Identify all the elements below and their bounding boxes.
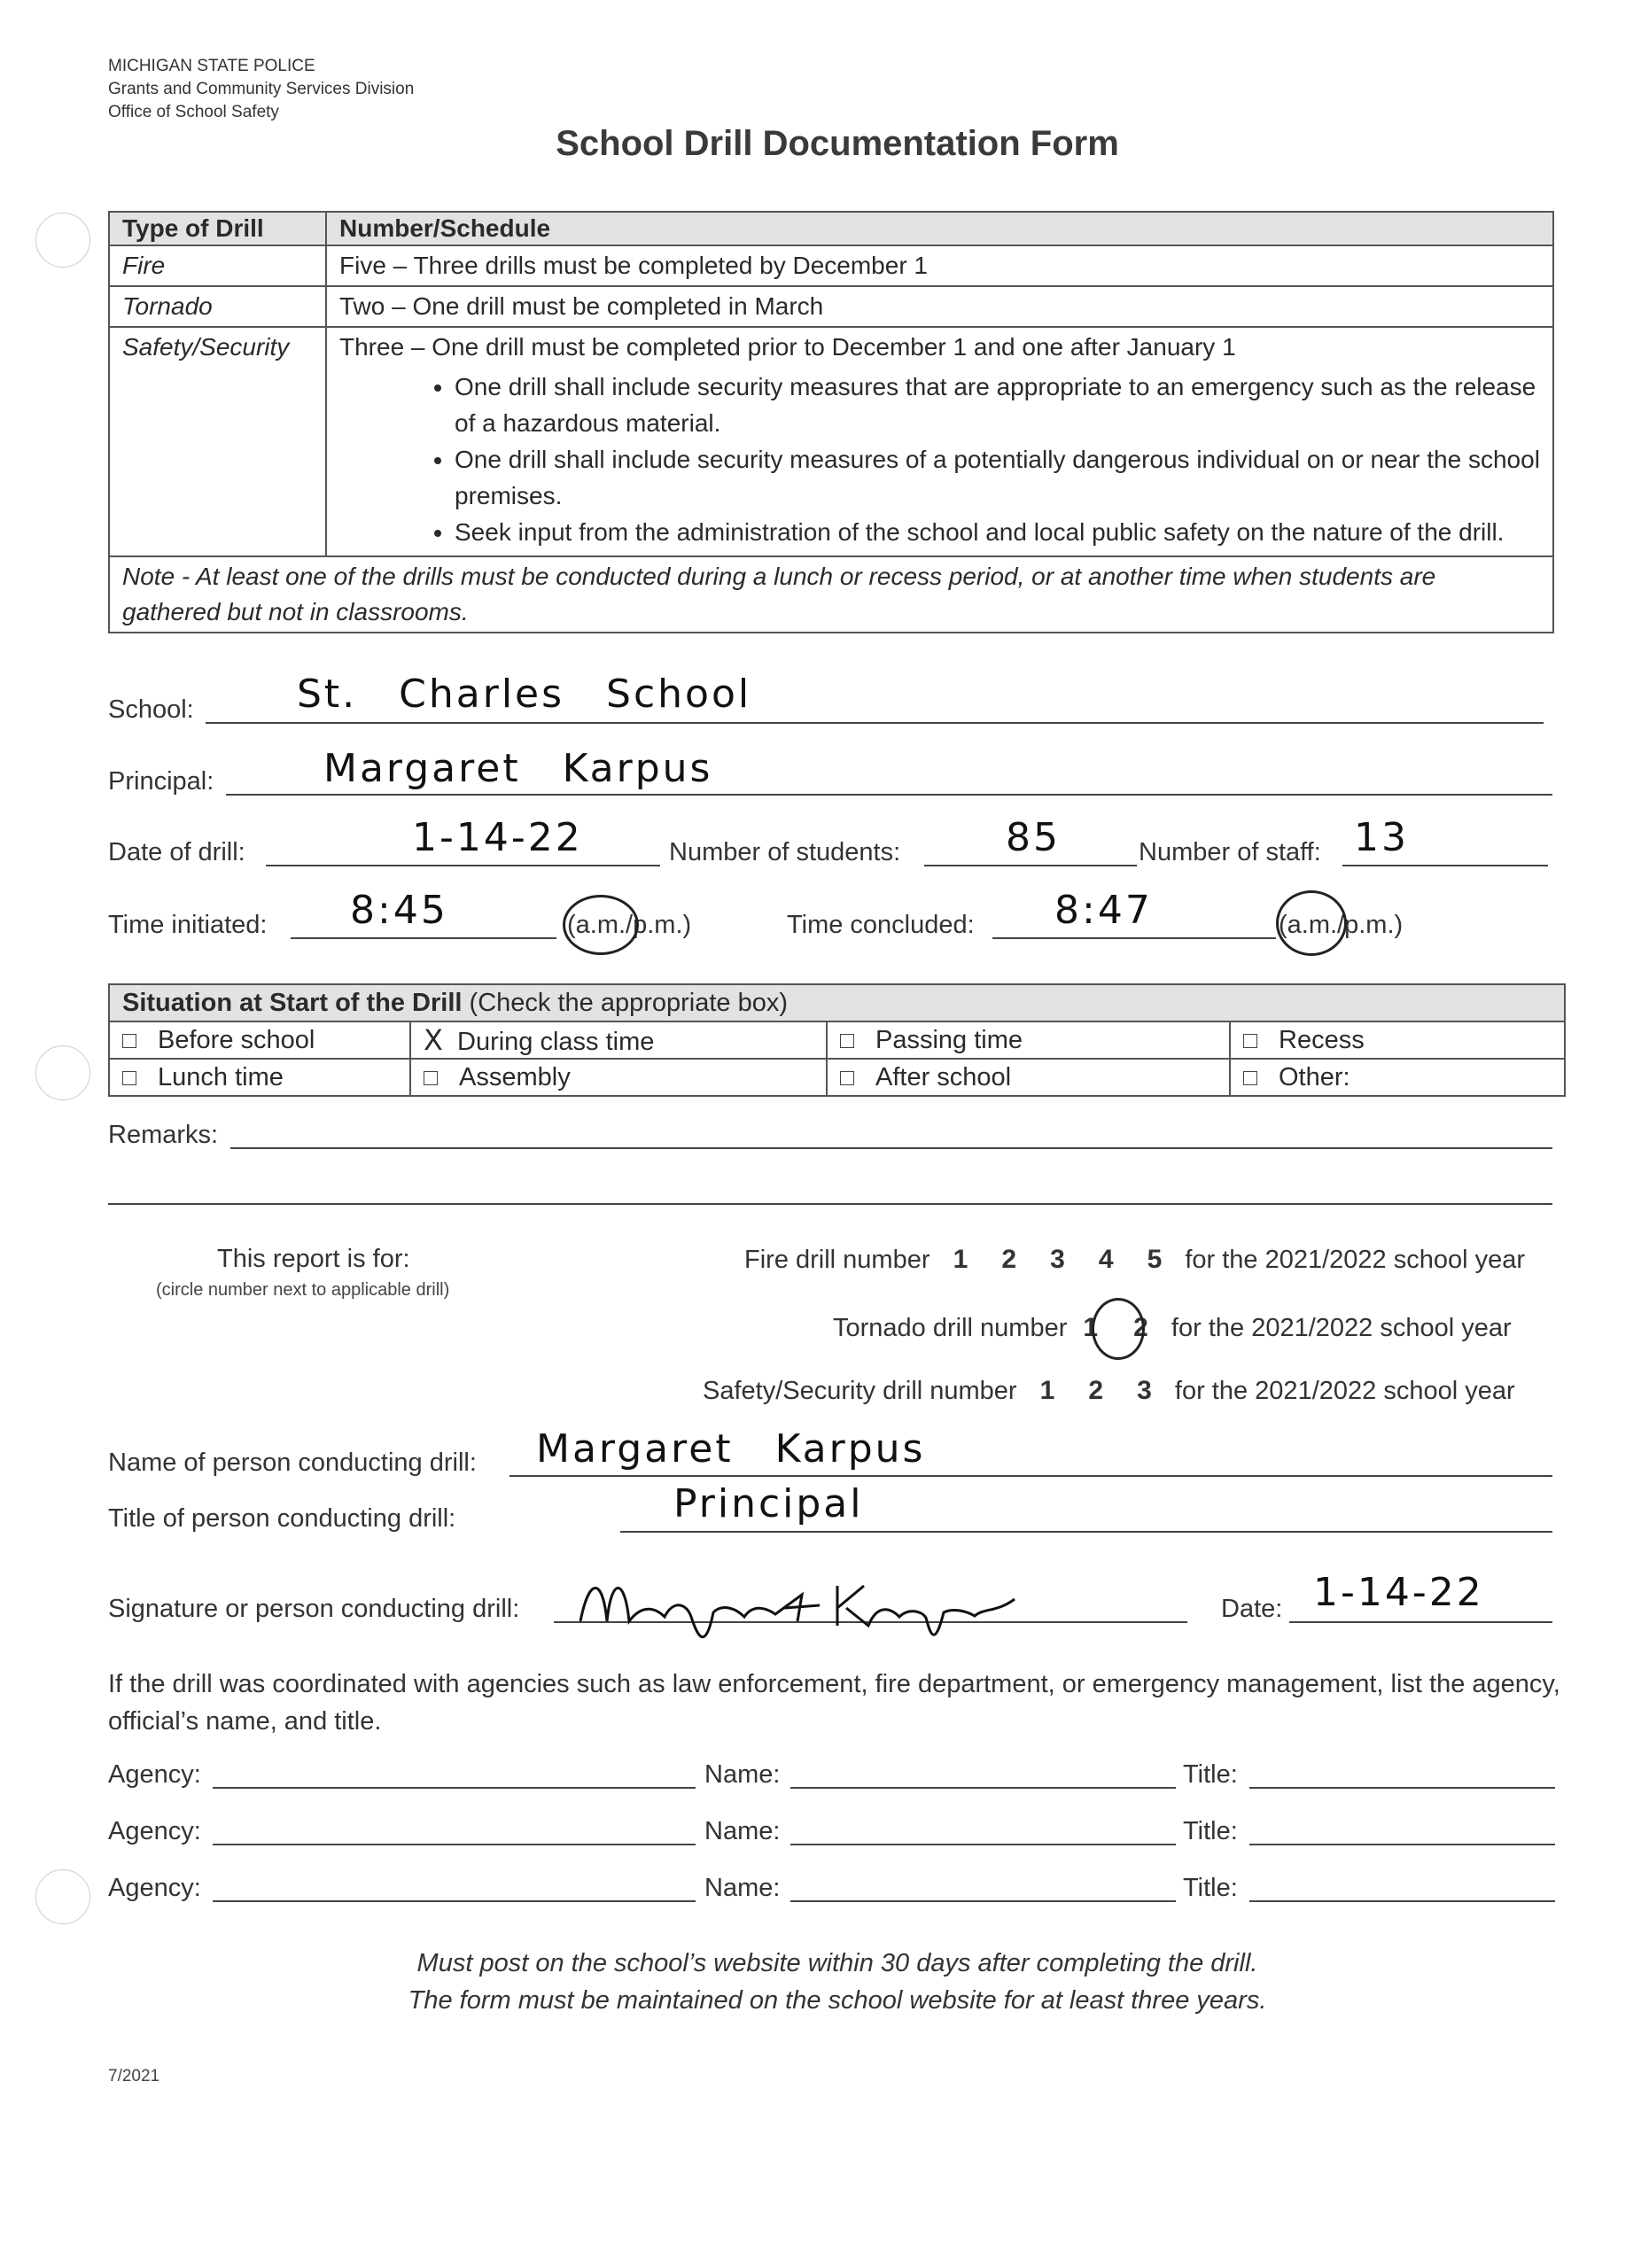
x-check-mark[interactable]: X — [424, 1023, 443, 1057]
agency-input-line[interactable] — [213, 1844, 696, 1845]
checkbox[interactable] — [840, 1034, 854, 1048]
col-type-header: Type of Drill — [109, 212, 326, 245]
safety-number[interactable]: 3 — [1137, 1376, 1152, 1405]
year-text: for the 2021/2022 school year — [1185, 1246, 1526, 1274]
checkbox[interactable] — [1243, 1034, 1257, 1048]
time-initiated-field[interactable]: 8:45 — [350, 888, 448, 933]
conductor-name-label: Name of person conducting drill: — [108, 1449, 477, 1477]
fire-number[interactable]: 1 — [953, 1245, 968, 1274]
drill-requirements-table — [108, 211, 1554, 633]
option-label: Recess — [1279, 1025, 1365, 1054]
principal-line — [226, 794, 1552, 796]
option-during-class[interactable] — [410, 1021, 827, 1059]
tornado-number[interactable]: 1 — [1083, 1313, 1099, 1342]
fire-drill-label: Fire drill number — [744, 1246, 930, 1274]
option-label: Assembly — [459, 1062, 571, 1091]
situation-header — [109, 984, 1565, 1021]
signature-date-line — [1289, 1621, 1552, 1623]
students-field[interactable]: 85 — [1006, 815, 1061, 860]
remarks-label: Remarks: — [108, 1121, 219, 1149]
school-field[interactable]: St. Charles School — [297, 672, 752, 717]
name-input-line[interactable] — [790, 1844, 1176, 1845]
time-concluded-label: Time concluded: — [787, 911, 975, 939]
checkbox[interactable] — [840, 1071, 854, 1085]
students-label: Number of students: — [669, 838, 901, 866]
footer-note-2: The form must be maintained on the school website for at least three years. — [408, 1986, 1267, 2015]
remarks-line-2[interactable] — [108, 1203, 1552, 1205]
safety-bullets — [339, 369, 1540, 550]
drill-date-label: Date of drill: — [108, 838, 245, 866]
school-label: School: — [108, 695, 194, 724]
tornado-number[interactable]: 2 — [1133, 1313, 1148, 1342]
am-circle-mark — [1276, 890, 1347, 956]
agency-header — [108, 55, 414, 124]
year-text: for the 2021/2022 school year — [1174, 1377, 1515, 1405]
drill-type-cell: Tornado — [109, 286, 326, 327]
drill-date-field[interactable]: 1-14-22 — [412, 815, 583, 860]
coordination-text: If the drill was coordinated with agencies such as law enforcement, fire department, or emergency management, list the agency, official’s name, and title. — [108, 1670, 1560, 1736]
title-label: Title: — [1183, 1760, 1238, 1789]
conductor-name-field[interactable]: Margaret Karpus — [536, 1426, 926, 1472]
option-label: Lunch time — [158, 1062, 284, 1091]
am-circle-mark — [563, 895, 639, 955]
students-line — [924, 865, 1137, 866]
division-name: Grants and Community Services Division — [108, 80, 415, 98]
agency-label: Agency: — [108, 1874, 201, 1902]
conductor-title-line — [620, 1531, 1552, 1533]
situation-subtitle: (Check the appropriate box) — [469, 988, 789, 1017]
option-passing-time[interactable] — [827, 1021, 1230, 1059]
remarks-line-1[interactable] — [230, 1147, 1552, 1149]
fire-number[interactable]: 2 — [1001, 1245, 1016, 1274]
fire-number[interactable]: 3 — [1050, 1245, 1065, 1274]
signature-label: Signature or person conducting drill: — [108, 1595, 520, 1623]
table-row — [109, 286, 1553, 327]
table-row — [109, 245, 1553, 286]
safety-number[interactable]: 2 — [1088, 1376, 1104, 1405]
option-label: Before school — [158, 1025, 315, 1054]
ampm-initiated: (a.m./p.m.) — [567, 911, 692, 939]
option-recess[interactable] — [1230, 1021, 1565, 1059]
title-input-line[interactable] — [1249, 1787, 1555, 1789]
option-label: After school — [875, 1062, 1012, 1091]
school-line — [206, 722, 1544, 724]
drill-date-line — [266, 865, 660, 866]
option-label: Other: — [1279, 1062, 1350, 1091]
report-for-label: This report is for: — [217, 1245, 410, 1273]
col-schedule-header: Number/Schedule — [326, 212, 1553, 245]
signature-date-label: Date: — [1221, 1595, 1283, 1623]
time-concluded-field[interactable]: 8:47 — [1054, 888, 1153, 933]
report-for-hint: (circle number next to applicable drill) — [156, 1280, 450, 1300]
footer-note-1: Must post on the school’s website within 30 days after completing the drill. — [416, 1949, 1258, 1977]
list-item: • Seek input from the administration of the school and local public safety on the nature of the drill. — [455, 514, 1540, 550]
option-label: Passing time — [875, 1025, 1023, 1054]
situation-title: Situation at Start of the Drill — [122, 988, 463, 1017]
option-assembly[interactable] — [410, 1059, 827, 1096]
revision-date: 7/2021 — [108, 2067, 160, 2085]
drill-schedule-cell: Five – Three drills must be completed by December 1 — [326, 245, 1553, 286]
agency-name: MICHIGAN STATE POLICE — [108, 57, 315, 75]
signature-scribble[interactable] — [572, 1559, 1032, 1666]
title-input-line[interactable] — [1249, 1900, 1555, 1902]
office-name: Office of School Safety — [108, 103, 279, 121]
form-title: School Drill Documentation Form — [556, 124, 1119, 163]
tornado-drill-label: Tornado drill number — [833, 1314, 1068, 1342]
checkbox[interactable] — [122, 1034, 136, 1048]
drill-schedule-cell: Two – One drill must be completed in March — [326, 286, 1553, 327]
signature-date-field[interactable]: 1-14-22 — [1313, 1570, 1484, 1615]
safety-number[interactable]: 1 — [1039, 1376, 1055, 1405]
option-lunch-time[interactable] — [109, 1059, 410, 1096]
name-label: Name: — [704, 1817, 781, 1845]
option-before-school[interactable] — [109, 1021, 410, 1059]
staff-field[interactable]: 13 — [1354, 815, 1409, 860]
hole-punch-top — [35, 213, 90, 268]
agency-input-line[interactable] — [213, 1900, 696, 1902]
year-text: for the 2021/2022 school year — [1171, 1314, 1512, 1342]
checkbox[interactable] — [122, 1071, 136, 1085]
list-item: • One drill shall include security measures that are appropriate to an emergency such as the release of a hazardous material. — [455, 369, 1540, 441]
title-label: Title: — [1183, 1874, 1238, 1902]
drill-schedule-cell — [326, 327, 1553, 556]
title-input-line[interactable] — [1249, 1844, 1555, 1845]
tornado-drill-row — [833, 1313, 1512, 1343]
hole-punch-middle — [35, 1045, 90, 1100]
title-label: Title: — [1183, 1817, 1238, 1845]
agency-label: Agency: — [108, 1817, 201, 1845]
safety-drill-label: Safety/Security drill number — [703, 1377, 1017, 1405]
time-initiated-line — [291, 937, 556, 939]
time-concluded-line — [992, 937, 1276, 939]
safety-schedule-text: Three – One drill must be completed prior to December 1 and one after January 1 — [339, 333, 1236, 361]
name-label: Name: — [704, 1760, 781, 1789]
tornado-1-circle-mark — [1092, 1298, 1145, 1360]
drill-type-cell: Safety/Security — [109, 327, 326, 556]
fire-number[interactable]: 4 — [1098, 1245, 1114, 1274]
checkbox[interactable] — [1243, 1071, 1257, 1085]
principal-label: Principal: — [108, 767, 214, 796]
agency-input-line[interactable] — [213, 1787, 696, 1789]
conductor-title-label: Title of person conducting drill: — [108, 1504, 456, 1533]
option-after-school[interactable] — [827, 1059, 1230, 1096]
name-label: Name: — [704, 1874, 781, 1902]
ampm-concluded: (a.m./p.m.) — [1279, 911, 1404, 939]
principal-field[interactable]: Margaret Karpus — [323, 746, 713, 791]
option-label: During class time — [457, 1028, 655, 1056]
fire-drill-row — [744, 1245, 1525, 1275]
list-item: • One drill shall include security measures of a potentially dangerous individual on or near the school premises. — [455, 441, 1540, 514]
drill-type-cell: Fire — [109, 245, 326, 286]
option-other[interactable] — [1230, 1059, 1565, 1096]
staff-label: Number of staff: — [1139, 838, 1321, 866]
checkbox[interactable] — [424, 1071, 438, 1085]
agency-label: Agency: — [108, 1760, 201, 1789]
hole-punch-bottom — [35, 1869, 90, 1924]
staff-line — [1342, 865, 1548, 866]
conductor-name-line — [509, 1475, 1552, 1477]
table-row — [109, 327, 1553, 556]
fire-number[interactable]: 5 — [1147, 1245, 1163, 1274]
drill-note: Note - At least one of the drills must be conducted during a lunch or recess period, or at another time when students are gathered but not in classrooms. — [109, 556, 1553, 633]
situation-table — [108, 983, 1566, 1097]
name-input-line[interactable] — [790, 1787, 1176, 1789]
safety-drill-row — [703, 1376, 1515, 1406]
conductor-title-field[interactable]: Principal — [673, 1481, 864, 1526]
name-input-line[interactable] — [790, 1900, 1176, 1902]
time-initiated-label: Time initiated: — [108, 911, 268, 939]
